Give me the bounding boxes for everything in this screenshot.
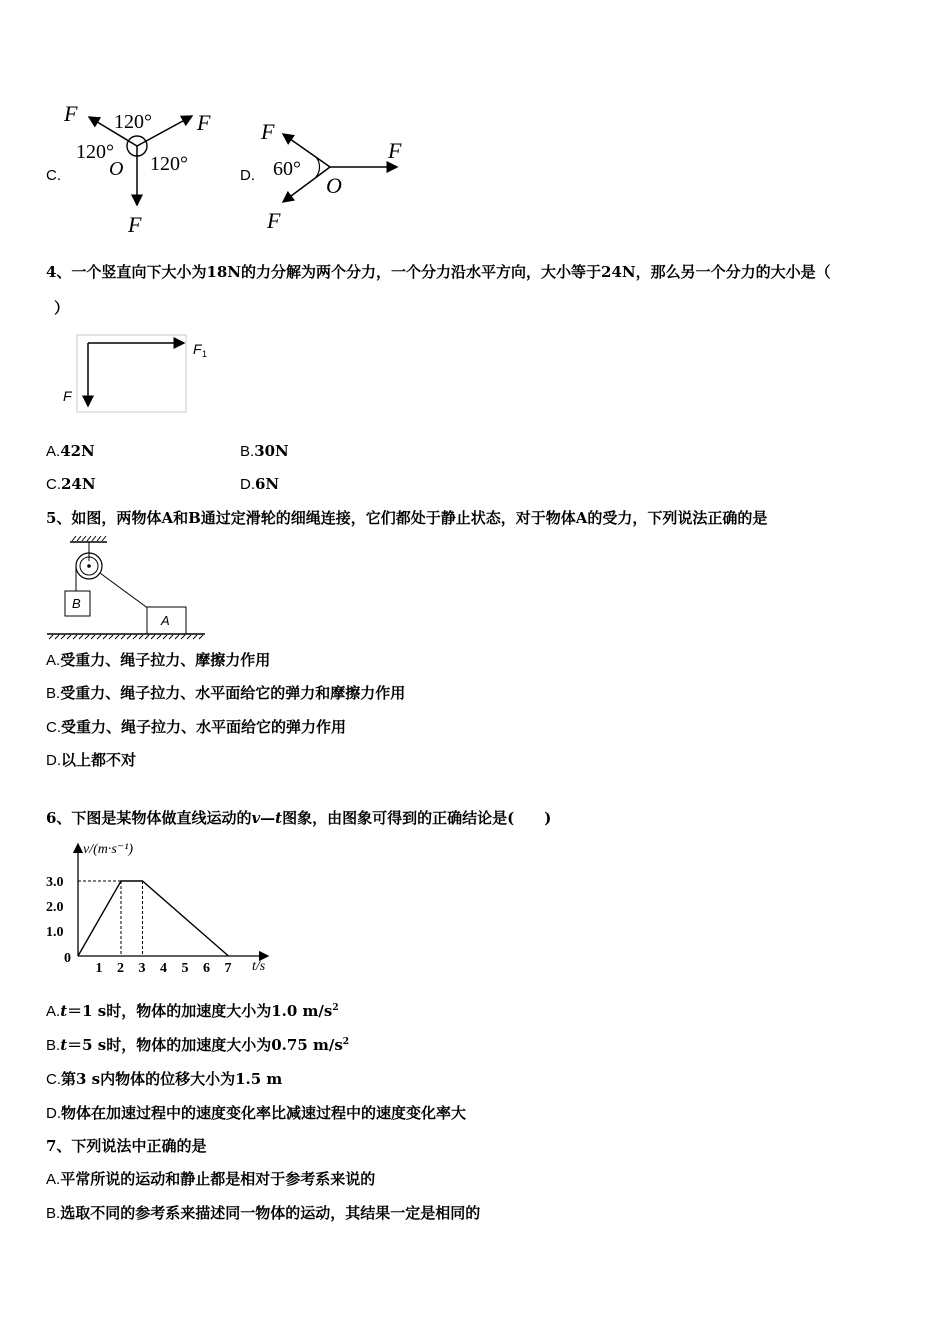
- q7-stem: 7、下列说法中正确的是: [46, 1137, 207, 1155]
- q4-option-b[interactable]: B.30N: [240, 442, 289, 460]
- q3-fig-d-origin: O: [326, 173, 342, 198]
- q3-figure-d: [255, 110, 415, 240]
- q4-option-c[interactable]: C.24N: [46, 475, 96, 493]
- q3-fig-d-f-lower: F: [267, 208, 281, 233]
- q6-option-d[interactable]: D.物体在加速过程中的速度变化率比减速过程中的速度变化率大: [46, 1104, 467, 1122]
- q6-vt-chart: [40, 838, 280, 978]
- q4-option-d[interactable]: D.6N: [240, 475, 280, 493]
- q4-option-a[interactable]: A.42N: [46, 442, 95, 460]
- q6-series-line: [78, 881, 229, 956]
- q4-stem: 4、一个竖直向下大小为18N的力分解为两个分力，一个分力沿水平方向，大小等于24N，那么另一个分力的大小是（: [46, 263, 831, 281]
- q6-option-b[interactable]: B.t＝5 s时，物体的加速度大小为0.75 $m/s^2$: [46, 1036, 350, 1054]
- q7-option-a[interactable]: A.平常所说的运动和静止都是相对于参考系来说的: [46, 1170, 376, 1188]
- q6-x-tick-label: 4: [160, 961, 167, 976]
- q3-option-c-letter: C.: [46, 167, 61, 184]
- q4-figure: [60, 330, 220, 420]
- q6-option-a[interactable]: A.t＝1 s时，物体的加速度大小为1.0 $m/s^2$: [46, 1002, 339, 1020]
- q6-x-tick-label: 2: [117, 961, 124, 976]
- q5-block-a-label: A: [161, 613, 170, 628]
- q3-fig-d-angle: 60°: [273, 158, 301, 180]
- q3-option-d-letter: D.: [240, 167, 255, 184]
- q3-fig-c-f-right: F: [197, 110, 211, 135]
- q5-block-b-label: B: [72, 596, 81, 611]
- q3-figure-c: [60, 100, 230, 240]
- q6-x-tick-label: 5: [181, 961, 189, 976]
- q6-y-tick-label: 1.0: [46, 925, 64, 940]
- q6-x-tick-label: 6: [203, 961, 210, 976]
- q3-fig-c-angle-top: 120°: [114, 111, 152, 133]
- q5-option-c[interactable]: C.受重力、绳子拉力、水平面给它的弹力作用: [46, 718, 347, 736]
- q6-chart-axes: [78, 844, 268, 956]
- q6-y-axis-label: v/(m·s⁻¹): [83, 842, 134, 857]
- q7-option-b[interactable]: B.选取不同的参考系来描述同一物体的运动，其结果一定是相同的: [46, 1204, 481, 1222]
- q3-fig-c-f-left: F: [64, 101, 78, 126]
- q6-x-axis-label: t/s: [252, 959, 266, 974]
- q6-y-tick-label: 3.0: [46, 875, 64, 890]
- q6-option-c[interactable]: C.第3 s内物体的位移大小为1.5 m: [46, 1070, 283, 1088]
- q6-x-tick-label: 3: [138, 961, 146, 976]
- q6-origin-label: 0: [64, 951, 71, 966]
- q4-stem-close: ）: [54, 299, 70, 317]
- q4-label-f: F: [63, 388, 72, 404]
- q3-fig-d-f-upper: F: [261, 119, 275, 144]
- q3-fig-c-f-bottom: F: [128, 212, 142, 237]
- q5-ground: [47, 634, 205, 639]
- q4-label-f1-sub: 1: [202, 349, 208, 359]
- q6-y-tick-label: 2.0: [46, 900, 64, 915]
- q5-stem: 5、如图，两物体A和B通过定滑轮的细绳连接，它们都处于静止状态，对于物体A的受力，下列说法正确的是: [46, 509, 768, 527]
- q5-option-d[interactable]: D.以上都不对: [46, 751, 137, 769]
- q5-rope-a: [100, 573, 149, 609]
- q5-figure: [45, 534, 215, 642]
- q6-x-tick-label: 7: [224, 961, 232, 976]
- q4-label-f1: F: [193, 341, 202, 357]
- q5-option-b[interactable]: B.受重力、绳子拉力、水平面给它的弹力和摩擦力作用: [46, 684, 406, 702]
- q3-fig-c-angle-left: 120°: [76, 141, 114, 163]
- q3-fig-c-origin: O: [109, 158, 124, 180]
- q5-pulley: [76, 553, 102, 579]
- q3-fig-d-f-right: F: [388, 138, 402, 163]
- q3-fig-c-angle-right: 120°: [150, 153, 188, 175]
- q6-stem: 6、下图是某物体做直线运动的v—t图象，由图象可得到的正确结论是( ): [46, 809, 552, 827]
- q5-option-a[interactable]: A.受重力、绳子拉力、摩擦力作用: [46, 651, 271, 669]
- q6-x-tick-label: 1: [95, 961, 103, 976]
